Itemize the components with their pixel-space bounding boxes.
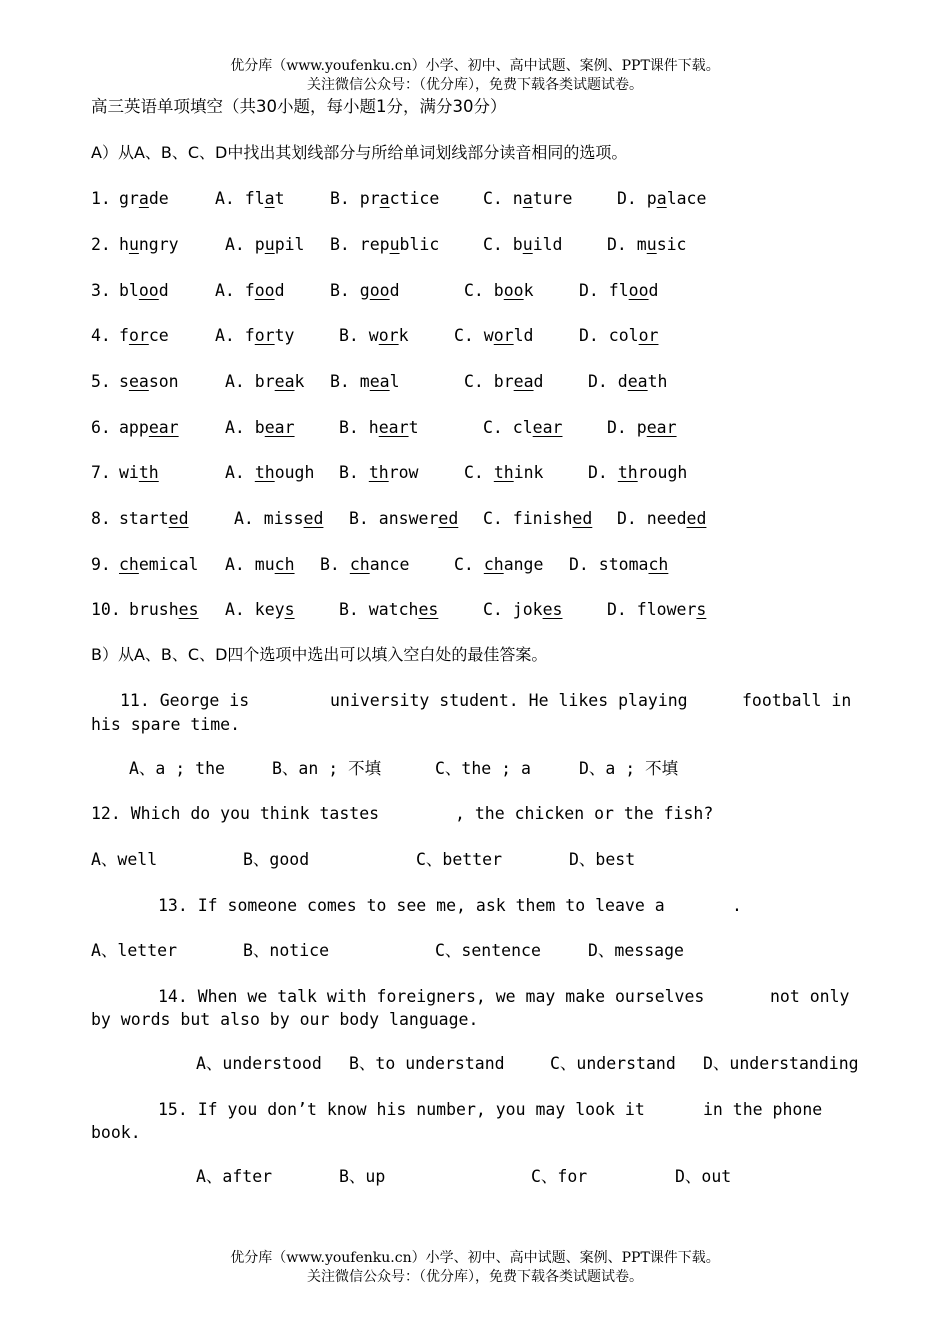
- underlined-part: u: [128, 235, 139, 254]
- given-word: hungry: [119, 235, 179, 254]
- option-d: D. stomach: [569, 555, 669, 574]
- q11-option-b: B、an ; 不填: [272, 759, 382, 778]
- question-number: 9.: [91, 555, 111, 574]
- option-b: B. practice: [330, 189, 440, 208]
- page-title: 高三英语单项填空（共30小题，每小题1分，满分30分）: [91, 97, 507, 116]
- underlined-part: or: [638, 326, 659, 345]
- option-a: A. though: [225, 463, 315, 482]
- option-c: C. change: [454, 555, 544, 574]
- option-a: A. much: [225, 555, 295, 574]
- option-b: B. good: [330, 281, 400, 300]
- option-a: A. break: [225, 372, 305, 391]
- underlined-part: ea: [128, 372, 149, 391]
- q13-option-b: B、notice: [243, 941, 330, 960]
- underlined-part: ed: [572, 509, 593, 528]
- option-c: C. think: [464, 463, 544, 482]
- q15-option-a: A、after: [196, 1167, 273, 1186]
- q14-stem-line2: by words but also by our body language.: [91, 1010, 479, 1029]
- underlined-part: or: [493, 326, 514, 345]
- question-number: 10.: [91, 600, 121, 619]
- q14-option-a: A、understood: [196, 1054, 322, 1073]
- page-footer-line1: 优分库（www.youfenku.cn）小学、初中、高中试题、案例、PPT课件下载。: [230, 1250, 720, 1266]
- given-word: with: [119, 463, 159, 482]
- option-b: B. republic: [330, 235, 440, 254]
- underlined-part: or: [378, 326, 399, 345]
- q12-option-a: A、well: [91, 850, 158, 869]
- underlined-part: oo: [503, 281, 524, 300]
- underlined-part: or: [128, 326, 149, 345]
- underlined-part: oo: [254, 281, 275, 300]
- page-footer-line2: 关注微信公众号：（优分库），免费下载各类试题试卷。: [307, 1269, 643, 1285]
- given-word: chemical: [119, 555, 199, 574]
- q15-stem-line2: book.: [91, 1123, 141, 1142]
- underlined-part: a: [522, 189, 533, 208]
- question-number: 1.: [91, 189, 111, 208]
- underlined-part: ch: [648, 555, 669, 574]
- underlined-part: es: [178, 600, 199, 619]
- q12-option-d: D、best: [569, 850, 636, 869]
- underlined-part: ear: [532, 418, 563, 437]
- question-number: 6.: [91, 418, 111, 437]
- given-word: appear: [119, 418, 179, 437]
- underlined-part: ed: [438, 509, 459, 528]
- option-c: C. book: [464, 281, 534, 300]
- underlined-part: ch: [119, 555, 139, 574]
- q12-option-c: C、better: [416, 850, 503, 869]
- q13-stem-end: .: [732, 896, 742, 915]
- question-number: 8.: [91, 509, 111, 528]
- option-c: C. clear: [483, 418, 563, 437]
- question-number: 3.: [91, 281, 111, 300]
- given-word: brushes: [129, 600, 199, 619]
- section-b-instruction: B）从A、B、C、D四个选项中选出可以填入空白处的最佳答案。: [91, 645, 548, 664]
- underlined-part: u: [522, 235, 533, 254]
- underlined-part: oo: [628, 281, 649, 300]
- q11-stem-end: football in: [742, 691, 852, 710]
- question-number: 2.: [91, 235, 111, 254]
- option-a: A. bear: [225, 418, 295, 437]
- page-header-line2: 关注微信公众号：（优分库），免费下载各类试题试卷。: [307, 77, 643, 93]
- underlined-part: ear: [378, 418, 409, 437]
- option-b: B. answered: [349, 509, 459, 528]
- q11-option-c: C、the ; a: [435, 759, 531, 778]
- given-word: force: [119, 326, 169, 345]
- q11-stem-middle: university student. He likes playing: [330, 691, 688, 710]
- underlined-part: ch: [349, 555, 370, 574]
- option-a: A. missed: [234, 509, 324, 528]
- option-a: A. keys: [225, 600, 295, 619]
- underlined-part: th: [493, 463, 514, 482]
- underlined-part: ch: [274, 555, 295, 574]
- section-a-instruction: A）从A、B、C、D中找出其划线部分与所给单词划线部分读音相同的选项。: [91, 143, 628, 162]
- underlined-part: th: [254, 463, 275, 482]
- question-number: 4.: [91, 326, 111, 345]
- q15-option-c: C、for: [531, 1167, 588, 1186]
- option-d: D. palace: [617, 189, 707, 208]
- underlined-part: es: [542, 600, 563, 619]
- q15-option-d: D、out: [675, 1167, 732, 1186]
- option-d: D. music: [607, 235, 687, 254]
- q11-stem-line2: his spare time.: [91, 715, 241, 734]
- q12-stem-start: 12. Which do you think tastes: [91, 804, 380, 823]
- given-word: started: [119, 509, 189, 528]
- option-a: A. pupil: [225, 235, 305, 254]
- q14-option-b: B、to understand: [349, 1054, 505, 1073]
- option-c: C. finished: [483, 509, 593, 528]
- q15-option-b: B、up: [339, 1167, 386, 1186]
- option-a: A. forty: [215, 326, 295, 345]
- option-d: D. needed: [617, 509, 707, 528]
- given-word: blood: [119, 281, 169, 300]
- q14-stem-end: not only: [770, 987, 850, 1006]
- option-d: D. flowers: [607, 600, 707, 619]
- underlined-part: or: [254, 326, 275, 345]
- option-c: C. jokes: [483, 600, 563, 619]
- option-a: A. flat: [215, 189, 285, 208]
- q11-stem-start: 11. George is: [120, 691, 250, 710]
- option-b: B. heart: [339, 418, 419, 437]
- underlined-part: ear: [646, 418, 677, 437]
- given-word: season: [119, 372, 179, 391]
- underlined-part: u: [646, 235, 657, 254]
- q12-stem-end: , the chicken or the fish?: [455, 804, 714, 823]
- underlined-part: u: [389, 235, 400, 254]
- underlined-part: a: [379, 189, 390, 208]
- option-b: B. watches: [339, 600, 439, 619]
- q13-option-c: C、sentence: [435, 941, 541, 960]
- underlined-part: ea: [369, 372, 390, 391]
- underlined-part: th: [368, 463, 389, 482]
- underlined-part: oo: [138, 281, 159, 300]
- option-c: C. world: [454, 326, 534, 345]
- q13-option-d: D、message: [588, 941, 684, 960]
- question-number: 7.: [91, 463, 111, 482]
- q15-stem-start: 15. If you don’t know his number, you may look it: [158, 1100, 645, 1119]
- underlined-part: a: [264, 189, 275, 208]
- option-c: C. bread: [464, 372, 544, 391]
- underlined-part: ea: [513, 372, 534, 391]
- question-number: 5.: [91, 372, 111, 391]
- underlined-part: oo: [369, 281, 390, 300]
- given-word: grade: [119, 189, 169, 208]
- underlined-part: ed: [686, 509, 707, 528]
- option-a: A. food: [215, 281, 285, 300]
- option-d: D. through: [588, 463, 688, 482]
- page-header-line1: 优分库（www.youfenku.cn）小学、初中、高中试题、案例、PPT课件下载。: [230, 58, 720, 74]
- underlined-part: ch: [483, 555, 504, 574]
- q13-stem-start: 13. If someone comes to see me, ask them to leave a: [158, 896, 665, 915]
- underlined-part: ed: [303, 509, 324, 528]
- underlined-part: ear: [148, 418, 179, 437]
- option-b: B. meal: [330, 372, 400, 391]
- underlined-part: u: [264, 235, 275, 254]
- underlined-part: ed: [168, 509, 189, 528]
- option-c: C. build: [483, 235, 563, 254]
- underlined-part: ear: [264, 418, 295, 437]
- underlined-part: ea: [627, 372, 648, 391]
- underlined-part: ea: [274, 372, 295, 391]
- underlined-part: es: [418, 600, 439, 619]
- underlined-part: th: [617, 463, 638, 482]
- q15-stem-end: in the phone: [703, 1100, 823, 1119]
- option-c: C. nature: [483, 189, 573, 208]
- option-d: D. flood: [579, 281, 659, 300]
- option-b: B. chance: [320, 555, 410, 574]
- underlined-part: a: [138, 189, 149, 208]
- underlined-part: s: [284, 600, 295, 619]
- option-d: D. pear: [607, 418, 677, 437]
- option-d: D. color: [579, 326, 659, 345]
- underlined-part: th: [138, 463, 159, 482]
- q14-option-d: D、understanding: [703, 1054, 859, 1073]
- q14-stem-start: 14. When we talk with foreigners, we may make ourselves: [158, 987, 705, 1006]
- q11-option-a: A、a ; the: [129, 759, 225, 778]
- underlined-part: s: [696, 600, 707, 619]
- option-d: D. death: [588, 372, 668, 391]
- option-b: B. throw: [339, 463, 419, 482]
- q13-option-a: A、letter: [91, 941, 178, 960]
- q14-option-c: C、understand: [550, 1054, 676, 1073]
- q12-option-b: B、good: [243, 850, 310, 869]
- option-b: B. work: [339, 326, 409, 345]
- underlined-part: a: [656, 189, 667, 208]
- q11-option-d: D、a ; 不填: [579, 759, 679, 778]
